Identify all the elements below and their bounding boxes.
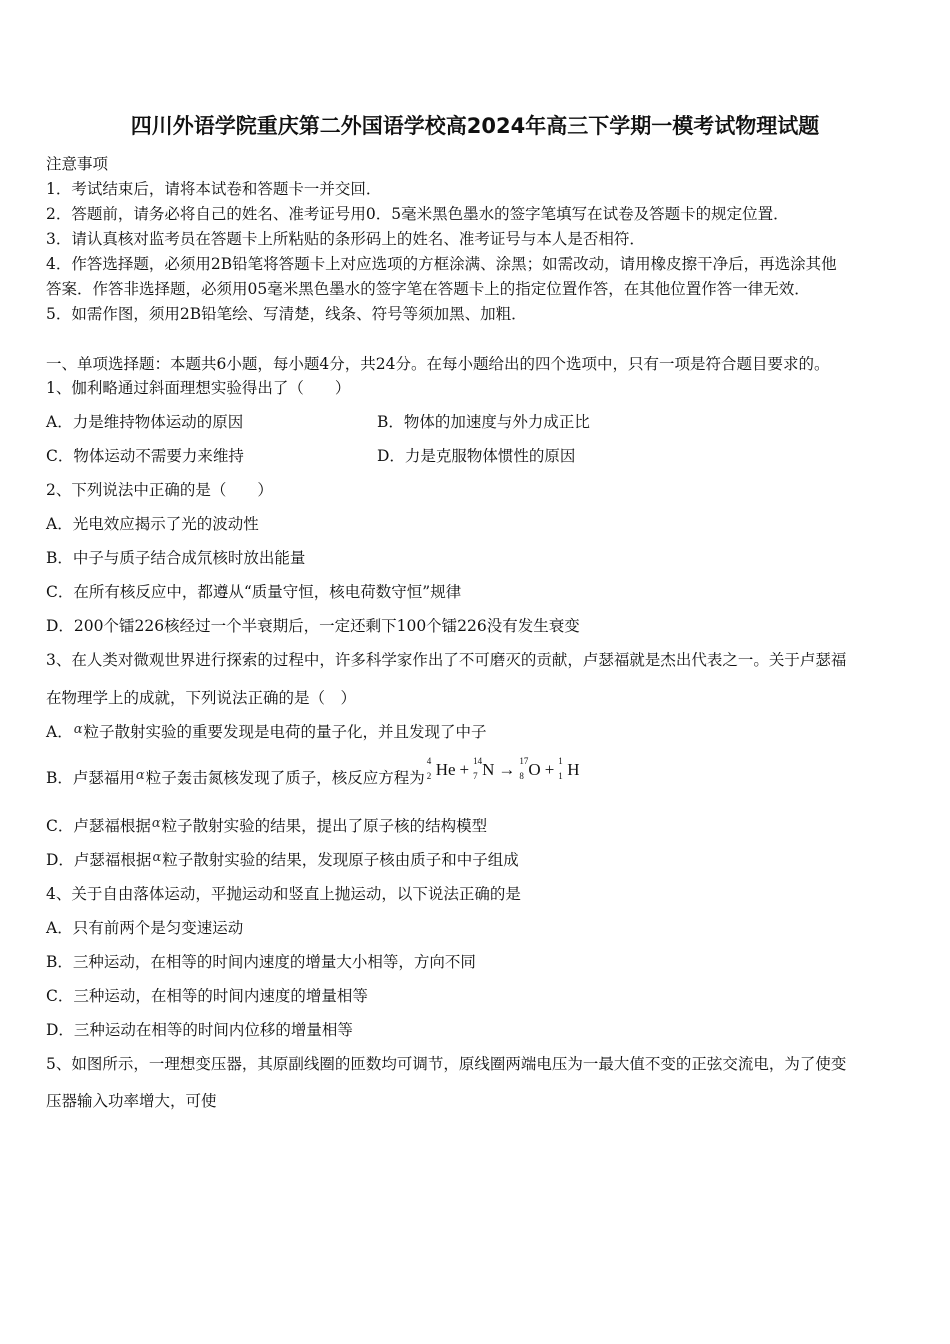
- notice-item: 2．答题前，请务必将自己的姓名、准考证号用0．5毫米黑色墨水的签字笔填写在试卷及答题卡的规定位置．: [46, 205, 789, 223]
- q3-option-a: [46, 720, 487, 742]
- q2-option-c: C．在所有核反应中，都遵从“质量守恒，核电荷数守恒”规律: [46, 583, 462, 601]
- question-5-stem-line2: 压器输入功率增大，可使: [46, 1092, 217, 1110]
- q3-option-c: [46, 814, 487, 836]
- option-prefix: C．卢瑟福根据: [46, 817, 151, 835]
- q3-option-d: [46, 848, 519, 870]
- plus-sign: +: [459, 760, 470, 779]
- alpha-symbol: α: [152, 850, 162, 865]
- notice-item: 答案．作答非选择题，必须用05毫米黑色墨水的签字笔在答题卡上的指定位置作答，在其他位置作答一律无效．: [46, 280, 810, 298]
- q2-option-a: A．光电效应揭示了光的波动性: [46, 515, 259, 533]
- question-1-stem: 1、伽利略通过斜面理想实验得出了（ ）: [46, 379, 351, 397]
- q4-option-b: B．三种运动，在相等的时间内速度的增量大小相等，方向不同: [46, 953, 476, 971]
- notice-item: 5．如需作图，须用2B铅笔绘、写清楚，线条、符号等须加黑、加粗．: [46, 305, 527, 323]
- q1-option-a: A．力是维持物体运动的原因: [46, 413, 244, 431]
- q4-option-a: A．只有前两个是匀变速运动: [46, 919, 244, 937]
- hydrogen-nuclide: 1 1 H: [558, 756, 580, 781]
- notice-item: 4．作答选择题，必须用2B铅笔将答题卡上对应选项的方框涂满、涂黑；如需改动，请用橡皮擦干净后，再选涂其他: [46, 255, 837, 273]
- notice-heading: 注意事项: [46, 155, 109, 173]
- section-heading: 一、单项选择题：本题共6小题，每小题4分，共24分。在每小题给出的四个选项中，只有一项是符合题目要求的。: [46, 355, 830, 373]
- oxygen-nuclide: 17 8 O: [519, 756, 541, 781]
- q2-option-b: B．中子与质子结合成氘核时放出能量: [46, 549, 306, 567]
- arrow-sign: →: [498, 760, 516, 779]
- q1-option-b: B．物体的加速度与外力成正比: [377, 413, 590, 431]
- q1-option-c: C．物体运动不需要力来维持: [46, 447, 244, 465]
- q4-option-d: D．三种运动在相等的时间内位移的增量相等: [46, 1021, 353, 1039]
- option-prefix: D．卢瑟福根据: [46, 851, 152, 869]
- option-prefix: B．卢瑟福用: [46, 769, 135, 787]
- nitrogen-nuclide: 14 7 N: [473, 756, 495, 781]
- alpha-symbol: α: [135, 768, 145, 783]
- q4-option-c: C．三种运动，在相等的时间内速度的增量相等: [46, 987, 368, 1005]
- notice-item: 1．考试结束后，请将本试卷和答题卡一并交回．: [46, 180, 382, 198]
- q3-option-b: [46, 756, 580, 788]
- plus-sign: +: [544, 760, 555, 779]
- page-title: 四川外语学院重庆第二外国语学校高2024年高三下学期一模考试物理试题: [130, 114, 820, 138]
- question-5-stem-line1: 5、如图所示，一理想变压器，其原副线圈的匝数均可调节，原线圈两端电压为一最大值不变的正弦交流电，为了使变: [46, 1055, 847, 1073]
- notice-item: 3．请认真核对监考员在答题卡上所粘贴的条形码上的姓名、准考证号与本人是否相符．: [46, 230, 645, 248]
- alpha-symbol: α: [73, 722, 83, 737]
- question-3-stem-line1: 3、在人类对微观世界进行探索的过程中，许多科学家作出了不可磨灭的贡献，卢瑟福就是杰出代表之一。关于卢瑟福: [46, 651, 847, 669]
- option-text: 粒子散射实验的结果，发现原子核由质子和中子组成: [162, 851, 519, 869]
- option-text: 粒子散射实验的重要发现是电荷的量子化，并且发现了中子: [83, 723, 487, 741]
- question-3-stem-line2: 在物理学上的成就，下列说法正确的是（ ）: [46, 689, 357, 707]
- option-text: 粒子散射实验的结果，提出了原子核的结构模型: [161, 817, 488, 835]
- question-4-stem: 4、关于自由落体运动，平抛运动和竖直上抛运动，以下说法正确的是: [46, 885, 521, 903]
- q1-option-d: D．力是克服物体惯性的原因: [377, 447, 576, 465]
- alpha-symbol: α: [151, 816, 161, 831]
- option-prefix: A．: [46, 723, 73, 741]
- q2-option-d: D．200个镭226核经过一个半衰期后，一定还剩下100个镭226没有发生衰变: [46, 617, 580, 635]
- nuclear-reaction-equation: [426, 756, 580, 781]
- option-text: 粒子轰击氮核发现了质子，核反应方程为: [145, 769, 425, 787]
- question-2-stem: 2、下列说法中正确的是（ ）: [46, 481, 273, 499]
- helium-nuclide: 4 2 He: [426, 756, 456, 781]
